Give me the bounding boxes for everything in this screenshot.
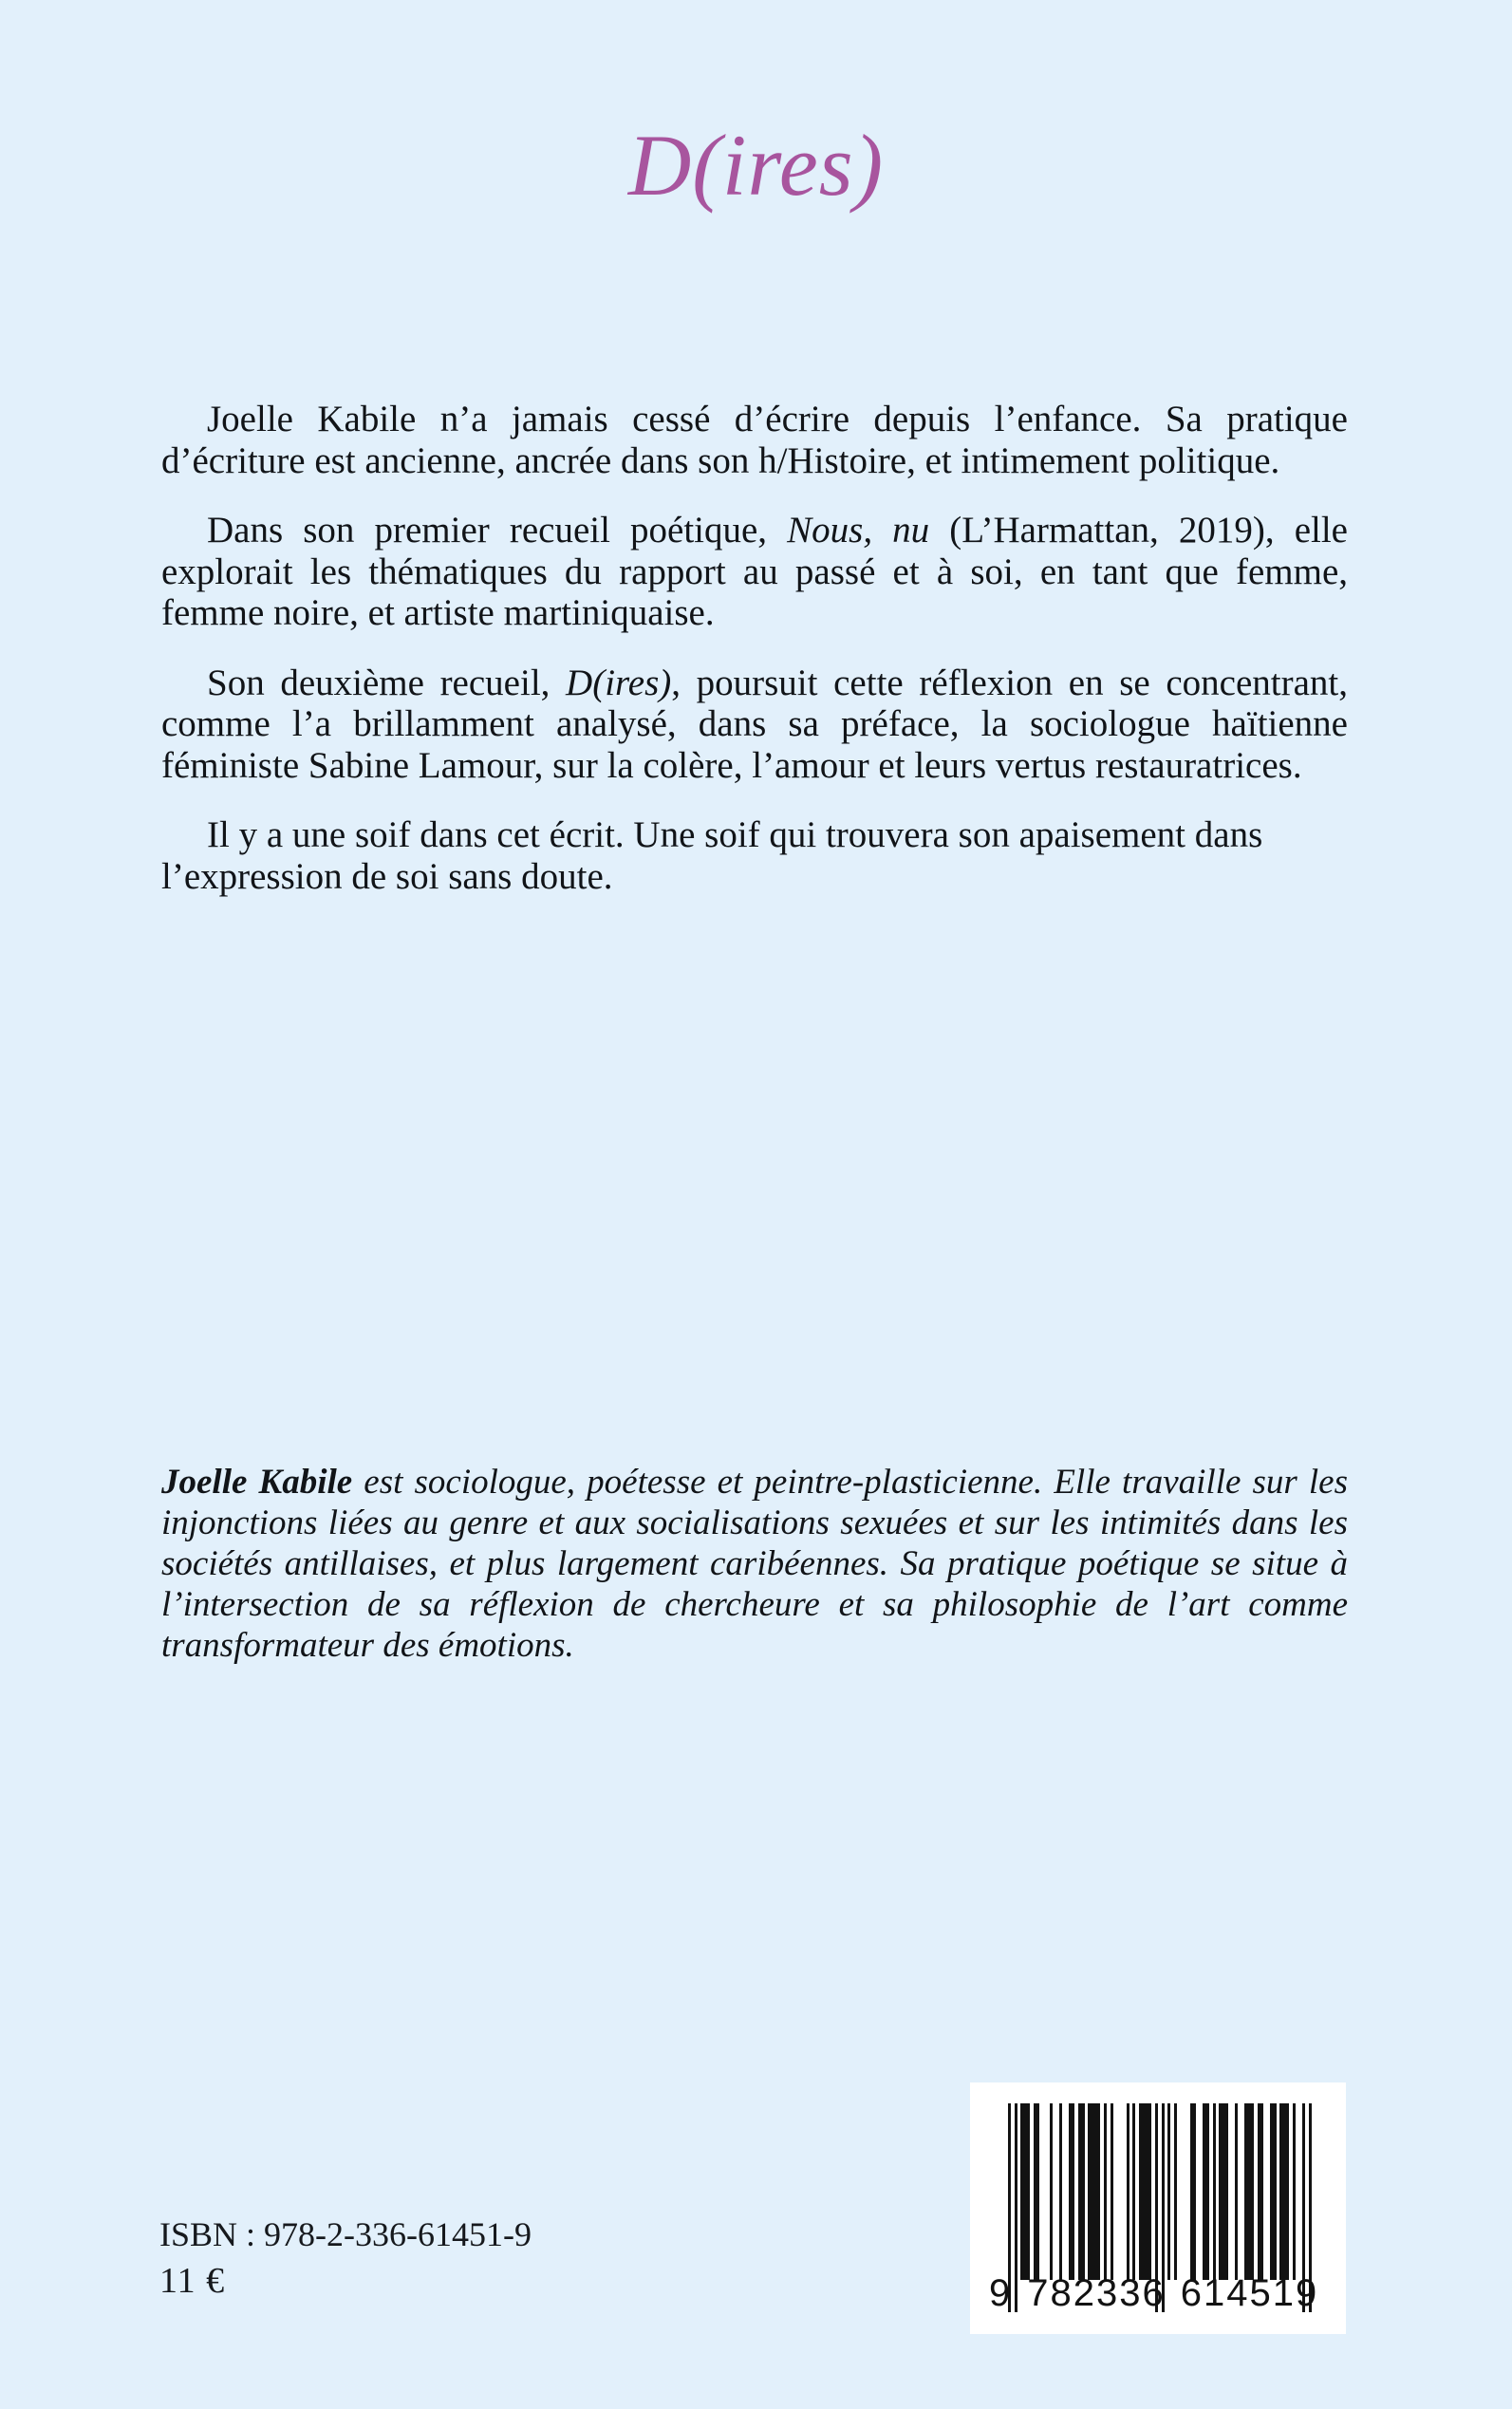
blurb-text: [161, 399, 1348, 897]
author-name: Joelle Kabile: [161, 1463, 353, 1502]
barcode-digits: [989, 2272, 1327, 2314]
blurb-p3-seg1: Son deuxième recueil,: [207, 662, 567, 703]
blurb-p2-title-nous-nu: Nous, nu: [787, 510, 930, 551]
blurb-paragraph-3: [161, 663, 1348, 787]
blurb-paragraph-2: [161, 510, 1348, 634]
title-block: [0, 117, 1512, 214]
price-text: 11 €: [159, 2261, 226, 2301]
blurb-p3-title-dires: D(ires): [566, 662, 672, 703]
blurb-p1-seg1: Joelle Kabile n’a jamais cessé d’écrire depuis l’enfance. Sa pratique d’écriture est ancienne, ancrée dans son h/Histoire, et intimement politique.: [161, 399, 1348, 481]
imprint-block: [159, 2212, 532, 2305]
barcode-digit-group-2: 782336: [1027, 2272, 1166, 2314]
page-title: D(ires): [627, 117, 885, 214]
isbn-text: ISBN : 978-2-336-61451-9: [159, 2215, 532, 2253]
blurb-p2-seg1: Dans son premier recueil poétique,: [207, 510, 788, 551]
blurb-p4-seg1: Il y a une soif dans cet écrit. Une soif qui trouvera son apaisement dans l’expression de soi sans doute.: [161, 814, 1263, 897]
blurb-p2-seg3: (L’Harmattan, 2019), elle explorait les thématiques du rapport au passé et à soi, en tant que femme, femme noire, et artiste martiniquaise.: [161, 510, 1348, 633]
barcode-digit-group-1: 9: [989, 2272, 1013, 2314]
barcode-bars-area: [1008, 2103, 1312, 2280]
author-bio-paragraph: [161, 1462, 1348, 1666]
blurb-paragraph-1: [161, 399, 1348, 481]
barcode-bars: [1008, 2103, 1312, 2280]
blurb-p3-seg3: , poursuit cette réflexion en se concentrant, comme l’a brillamment analysé, dans sa préface, la sociologue haïtienne féministe Sabine Lamour, sur la colère, l’amour et leurs vertus restauratrices.: [161, 662, 1348, 786]
author-bio: [161, 1462, 1348, 1666]
author-bio-text: est sociologue, poétesse et peintre-plasticienne. Elle travaille sur les injonctions liées au genre et aux socialisations sexuées et sur les intimités dans les sociétés antillaises, et plus largement caribéennes. Sa pratique poétique se situe à l’intersection de sa réflexion de chercheure et sa philosophie de l’art comme transformateur des émotions.: [161, 1463, 1348, 1665]
blurb-paragraph-4: [161, 814, 1348, 897]
barcode-digit-group-3: 614519: [1180, 2272, 1319, 2314]
barcode: [970, 2082, 1346, 2334]
